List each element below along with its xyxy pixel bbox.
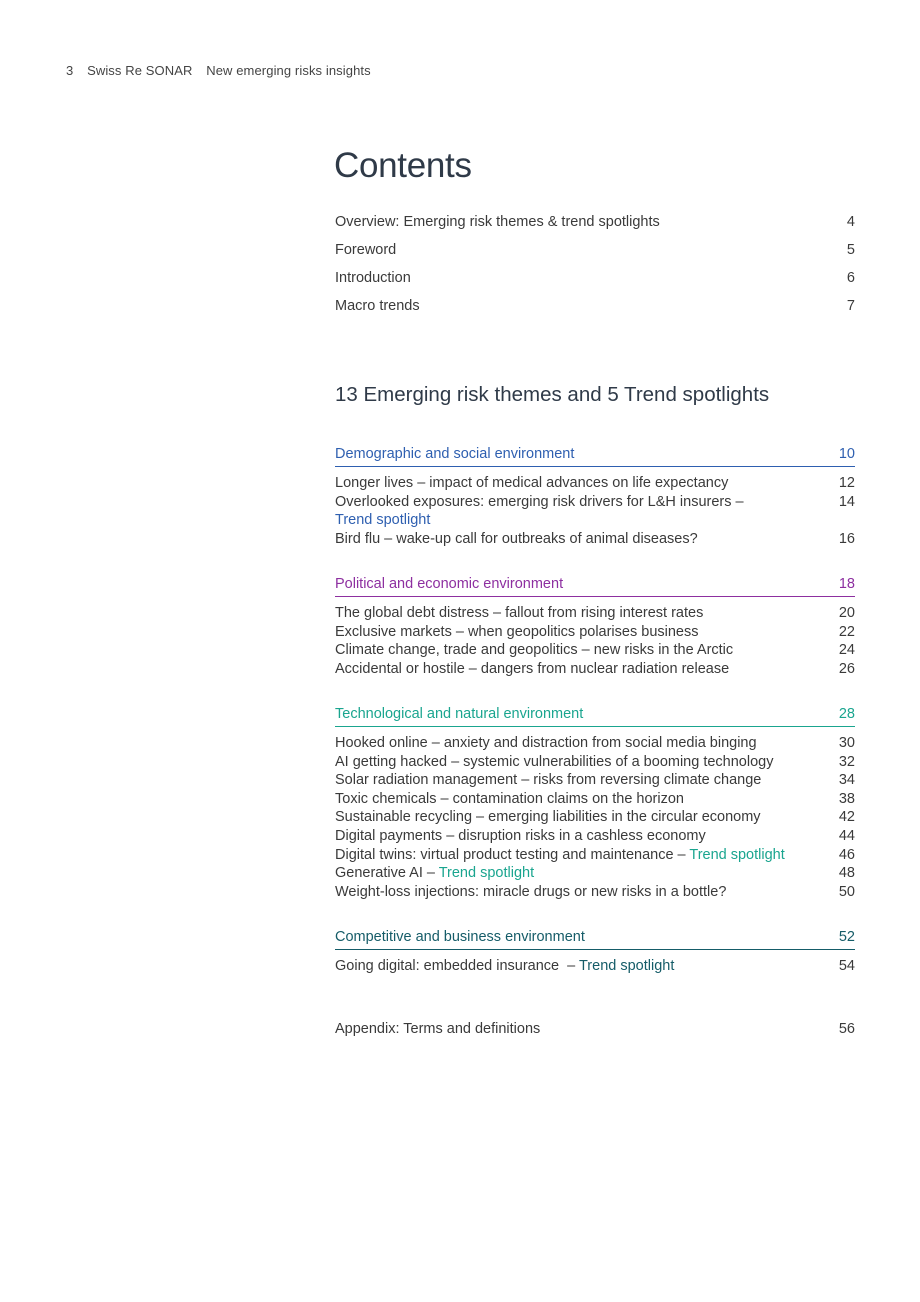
toc-entry-page: 56: [838, 1021, 855, 1037]
toc-entry-page: 7: [846, 298, 855, 314]
toc-entry-title: Overview: Emerging risk themes & trend spotlights: [335, 214, 660, 230]
publication-subtitle: New emerging risks insights: [206, 63, 371, 78]
section-heading-competitive[interactable]: [335, 927, 855, 950]
toc-item[interactable]: [335, 623, 855, 642]
toc-item[interactable]: [335, 604, 855, 623]
toc-item-page: 26: [838, 660, 855, 677]
toc-item-page: 20: [838, 605, 855, 621]
section-page: 28: [838, 706, 855, 722]
toc-item-title: AI getting hacked – systemic vulnerabilities of a booming technology: [335, 753, 774, 770]
toc-item-title: Accidental or hostile – dangers from nuclear radiation release: [335, 660, 730, 677]
themes-heading: 13 Emerging risk themes and 5 Trend spotlights: [335, 383, 770, 406]
section-demographic: [335, 444, 855, 548]
toc-item-page: 44: [838, 827, 855, 844]
toc-entry-page: 5: [846, 242, 855, 258]
toc-entry-title: Introduction: [335, 270, 411, 286]
toc-item[interactable]: [335, 808, 855, 827]
toc-item-title: Longer lives – impact of medical advances on life expectancy: [335, 475, 729, 491]
toc-item-page: 54: [838, 958, 855, 974]
section-title: Political and economic environment: [335, 576, 564, 592]
toc-item-page: 14: [838, 493, 855, 510]
running-header: [66, 63, 381, 78]
toc-item-page: 46: [838, 846, 855, 863]
toc-item-title: Hooked online – anxiety and distraction from social media binging: [335, 735, 757, 751]
toc-item[interactable]: [335, 883, 855, 902]
toc-item-page: 50: [838, 883, 855, 900]
toc-item[interactable]: [335, 957, 855, 976]
toc-entry-page: 6: [846, 270, 855, 286]
toc-item-title: Climate change, trade and geopolitics – new risks in the Arctic: [335, 642, 734, 659]
section-title: Demographic and social environment: [335, 446, 575, 462]
publication-name: Swiss Re SONAR: [87, 63, 193, 78]
toc-item[interactable]: [335, 530, 855, 549]
section-technological: [335, 704, 855, 901]
toc-item-title: Sustainable recycling – emerging liabilities in the circular economy: [335, 809, 761, 826]
appendix-entry: [335, 1019, 855, 1039]
toc-item-page: 34: [838, 772, 855, 789]
section-political: [335, 574, 855, 678]
toc-item-title: Digital payments – disruption risks in a cashless economy: [335, 827, 706, 844]
main-toc-list: [335, 212, 855, 324]
toc-entry-title: Macro trends: [335, 298, 420, 314]
toc-entry-introduction[interactable]: [335, 268, 855, 296]
toc-item-page: 38: [838, 790, 855, 807]
toc-item[interactable]: [335, 864, 855, 883]
trend-spotlight-label: Trend spotlight: [438, 865, 535, 882]
toc-item-title: Bird flu – wake-up call for outbreaks of animal diseases?: [335, 530, 698, 547]
toc-item-page: 32: [838, 753, 855, 770]
section-title: Technological and natural environment: [335, 706, 584, 722]
section-competitive: [335, 927, 855, 976]
toc-entry-overview[interactable]: [335, 212, 855, 240]
toc-item-title: Weight-loss injections: miracle drugs or new risks in a bottle?: [335, 883, 727, 900]
section-heading-demographic[interactable]: [335, 444, 855, 467]
trend-spotlight-label: Trend spotlight: [335, 512, 431, 529]
toc-item[interactable]: [335, 827, 855, 846]
toc-item-title: Toxic chemicals – contamination claims on the horizon: [335, 790, 684, 807]
page-number: 3: [66, 63, 74, 78]
toc-item-page: 30: [838, 735, 855, 751]
toc-item[interactable]: [335, 660, 855, 679]
toc-item[interactable]: [335, 790, 855, 809]
section-page: 10: [838, 446, 855, 462]
section-heading-technological[interactable]: [335, 704, 855, 727]
toc-entry-title: Foreword: [335, 242, 397, 258]
section-title: Competitive and business environment: [335, 929, 585, 945]
toc-item[interactable]: [335, 493, 855, 530]
section-page: 52: [838, 929, 855, 945]
toc-item-title: Digital twins: virtual product testing and maintenance –: [335, 846, 690, 863]
toc-item[interactable]: [335, 641, 855, 660]
toc-entry-title: Appendix: Terms and definitions: [335, 1021, 541, 1037]
toc-item[interactable]: [335, 771, 855, 790]
toc-item-title: Generative AI –: [335, 865, 439, 882]
section-page: 18: [838, 576, 855, 592]
toc-item[interactable]: [335, 846, 855, 865]
toc-item-page: 12: [838, 475, 855, 491]
toc-item[interactable]: [335, 474, 855, 493]
trend-spotlight-label: Trend spotlight: [689, 846, 785, 863]
toc-item-title: Overlooked exposures: emerging risk drivers for L&H insurers –: [335, 493, 744, 510]
toc-item-page: 22: [838, 623, 855, 640]
toc-item-page: 16: [838, 530, 855, 547]
toc-entry-macro-trends[interactable]: [335, 296, 855, 324]
toc-item-page: 42: [838, 809, 855, 826]
toc-item[interactable]: [335, 753, 855, 772]
page-title: Contents: [334, 146, 472, 185]
toc-entry-appendix[interactable]: [335, 1019, 855, 1039]
toc-item[interactable]: [335, 734, 855, 753]
toc-item-title: Solar radiation management – risks from reversing climate change: [335, 772, 762, 789]
toc-entry-foreword[interactable]: [335, 240, 855, 268]
toc-item-page: 48: [838, 865, 855, 882]
section-heading-political[interactable]: [335, 574, 855, 597]
toc-item-title: The global debt distress – fallout from rising interest rates: [335, 605, 704, 621]
toc-item-page: 24: [838, 642, 855, 659]
toc-item-title: Exclusive markets – when geopolitics polarises business: [335, 623, 699, 640]
toc-entry-page: 4: [846, 214, 855, 230]
toc-item-title: Going digital: embedded insurance –: [335, 958, 579, 974]
trend-spotlight-label: Trend spotlight: [578, 958, 675, 974]
